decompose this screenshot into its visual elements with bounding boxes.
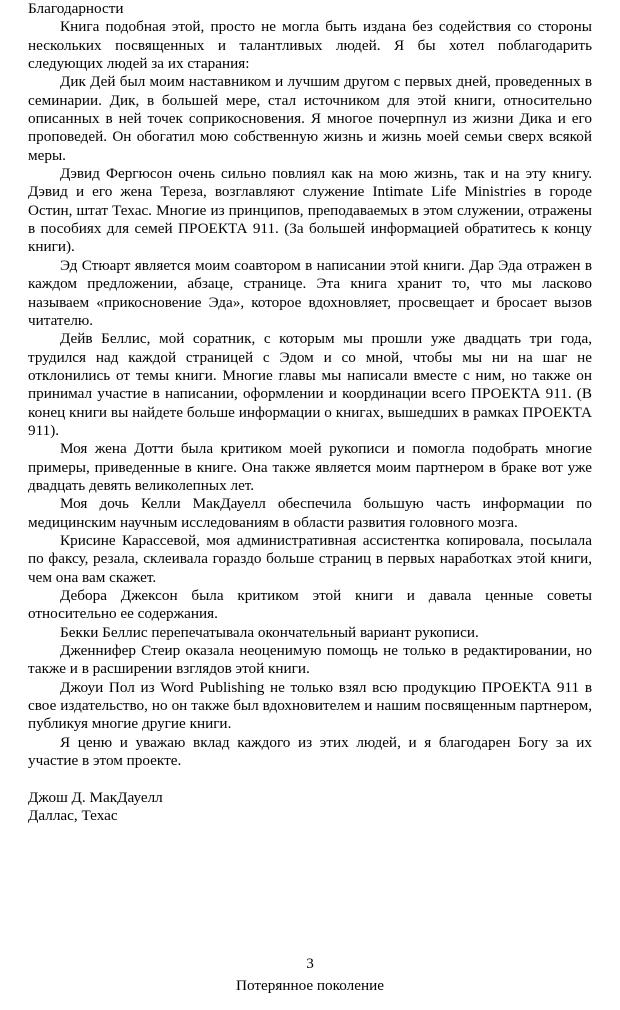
paragraph-debora: Дебора Джексон была критиком этой книги и давала ценные советы относительно ее содержания. [28, 587, 592, 623]
paragraph-dave-bellis: Дейв Беллис, мой соратник, с которым мы прошли уже двадцать три года, трудился над каждой страницей с Эдом и со мной, чтобы мы ни на шаг не отклонились от темы книги. Многие главы мы написали вместе с ним, но также он принимал участие в написании, оформлении и координации всего ПРОЕКТА 911. (В конец книги вы найдете больше информации о книгах, вышедших в рамках ПРОЕКТА 911). [28, 330, 592, 439]
paragraph-closing: Я ценю и уважаю вклад каждого из этих людей, и я благодарен Богу за их участие в этом проекте. [28, 733, 592, 770]
running-footer-title: Потерянное поколение [236, 977, 384, 994]
paragraph-dick-day: Дик Дей был моим наставником и лучшим другом с первых дней, проведенных в семинарии. Дик, в большей мере, стал источником для этой книги, относительно описанных в ней точек соприкосновения. Я многое почерпнул из жизни Дика и его проповедей. Он обогатил мою собственную жизнь и жизнь моей семьи сверх всякой меры. [28, 73, 592, 164]
paragraph-dottie: Моя жена Дотти была критиком моей рукописи и помогла подобрать многие примеры, приведенные в книге. Она также является моим партнером в браке вот уже двадцать девять великолепных лет. [28, 440, 592, 494]
signature-place: Даллас, Техас [28, 807, 118, 825]
paragraph-joey-paul: Джоуи Пол из Word Publishing не только взял всю продукцию ПРОЕКТА 911 в свое издательство, но он также был вдохновителем и нашим посвященным партнером, публикуя многие другие книги. [28, 678, 592, 733]
paragraph-intro: Книга подобная этой, просто не могла быть издана без содействия со стороны нескольких посвященных и талантливых людей. Я бы хотел поблагодарить следующих людей за их старания: [28, 18, 592, 73]
page-number: 3 [306, 955, 314, 972]
paragraph-assistant: Крисине Карассевой, моя административная ассистентка копировала, посылала по факсу, резала, склеивала гораздо больше страниц в первых наработках этой книги, чем она вам скажет. [28, 531, 592, 586]
paragraph-david-ferguson: Дэвид Фергюсон очень сильно повлиял как на мою жизнь, так и на эту книгу. Дэвид и его жена Тереза, возглавляют служение Intimate Life Ministries в городе Остин, штат Техас. Многие из принципов, преподаваемых в этом служении, отражены в пособиях для семей ПРОЕКТА 911. (За большей информацией обратитесь к концу книги). [28, 165, 592, 256]
paragraph-jennifer: Дженнифер Стеир оказала неоценимую помощь не только в редактировании, но также и в расширении взглядов этой книги. [28, 642, 592, 678]
signature-name: Джош Д. МакДауелл [28, 788, 163, 806]
blank-line [28, 770, 592, 788]
section-heading: Благодарности [28, 0, 124, 17]
document-body [28, 0, 592, 825]
paragraph-kelly: Моя дочь Келли МакДауелл обеспечила большую часть информации по медицинским научным исследованиям в области развития головного мозга. [28, 495, 592, 531]
paragraph-ed-stewart: Эд Стюарт является моим соавтором в написании этой книги. Дар Эда отражен в каждом предложении, абзаце, странице. Эта книга хранит то, что мы ласково называем «прикосновение Эда», которое вдохновляет, просвещает и бросает вызов читателю. [28, 256, 592, 329]
paragraph-becky: Бекки Беллис перепечатывала окончательный вариант рукописи. [60, 623, 479, 641]
